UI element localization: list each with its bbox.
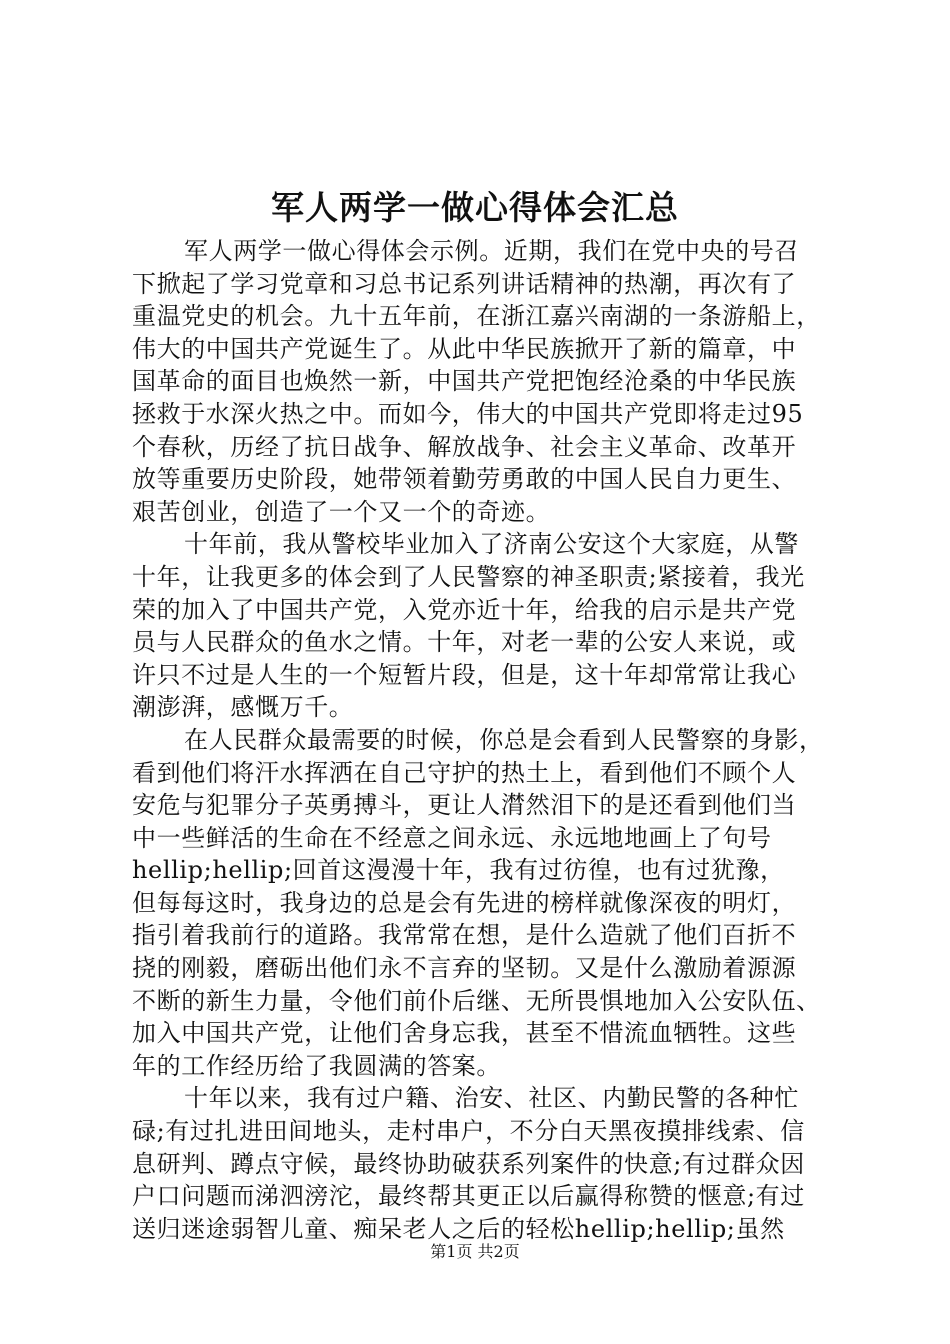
text-line: 但每每这时，我身边的总是会有先进的榜样就像深夜的明灯， [132, 888, 797, 917]
document-body [132, 235, 832, 1245]
text-line: 重温党史的机会。九十五年前，在浙江嘉兴南湖的一条游船上， [132, 302, 821, 331]
text-line: 国革命的面目也焕然一新，中国共产党把饱经沧桑的中华民族 [132, 367, 797, 396]
text-line: 军人两学一做心得体会示例。近期，我们在党中央的号召 [184, 237, 799, 265]
text-line: 员与人民群众的鱼水之情。十年，对老一辈的公安人来说，或 [132, 628, 797, 657]
text-line: 指引着我前行的道路。我常常在想，是什么造就了他们百折不 [132, 921, 797, 950]
text-line: 拯救于水深火热之中。而如今，伟大的中国共产党即将走过95 [132, 399, 804, 428]
text-line: 荣的加入了中国共产党，入党亦近十年，给我的启示是共产党 [132, 595, 797, 624]
text-line: 年的工作经历给了我圆满的答案。 [132, 1051, 501, 1080]
text-line: 挠的刚毅，磨砺出他们永不言弃的坚韧。又是什么激励着源源 [132, 954, 797, 983]
text-line: 艰苦创业，创造了一个又一个的奇迹。 [132, 497, 551, 526]
text-line: 十年以来，我有过户籍、治安、社区、内勤民警的各种忙 [184, 1084, 799, 1113]
text-line: 伟大的中国共产党诞生了。从此中华民族掀开了新的篇章，中 [132, 334, 797, 363]
text-line: 中一些鲜活的生命在不经意之间永远、永远地地画上了句号 [132, 823, 772, 852]
text-line: 安危与犯罪分子英勇搏斗，更让人潸然泪下的是还看到他们当 [132, 791, 797, 820]
text-line: 个春秋，历经了抗日战争、解放战争、社会主义革命、改革开 [132, 432, 797, 461]
document-title: 军人两学一做心得体会汇总 [271, 188, 679, 227]
text-line: 下掀起了学习党章和习总书记系列讲话精神的热潮，再次有了 [132, 269, 797, 298]
text-line: 十年前，我从警校毕业加入了济南公安这个大家庭，从警 [184, 530, 799, 559]
page-number-footer: 第1页 共2页 [430, 1242, 520, 1261]
text-line: 放等重要历史阶段，她带领着勤劳勇敢的中国人民自力更生、 [132, 465, 797, 494]
text-line: 潮澎湃，感慨万千。 [132, 693, 354, 722]
text-line: 不断的新生力量，令他们前仆后继、无所畏惧地加入公安队伍、 [132, 986, 821, 1015]
text-line: 碌;有过扎进田间地头，走村串户，不分白天黑夜摸排线索、信 [132, 1117, 805, 1146]
text-line: hellip;hellip;回首这漫漫十年，我有过彷徨，也有过犹豫， [132, 856, 785, 885]
text-line: 加入中国共产党，让他们舍身忘我，甚至不惜流血牺牲。这些 [132, 1019, 797, 1048]
text-line: 送归迷途弱智儿童、痴呆老人之后的轻松hellip;hellip;虽然 [132, 1214, 785, 1243]
text-line: 在人民群众最需要的时候，你总是会看到人民警察的身影， [184, 725, 824, 754]
text-line: 息研判、蹲点守候，最终协助破获系列案件的快意;有过群众因 [132, 1149, 805, 1178]
text-line: 户口问题而涕泗滂沱，最终帮其更正以后赢得称赞的惬意;有过 [132, 1182, 805, 1211]
text-line: 十年，让我更多的体会到了人民警察的神圣职责;紧接着，我光 [132, 562, 805, 591]
text-line: 看到他们将汗水挥洒在自己守护的热土上，看到他们不顾个人 [132, 758, 797, 787]
text-line: 许只不过是人生的一个短暂片段，但是，这十年却常常让我心 [132, 660, 797, 689]
